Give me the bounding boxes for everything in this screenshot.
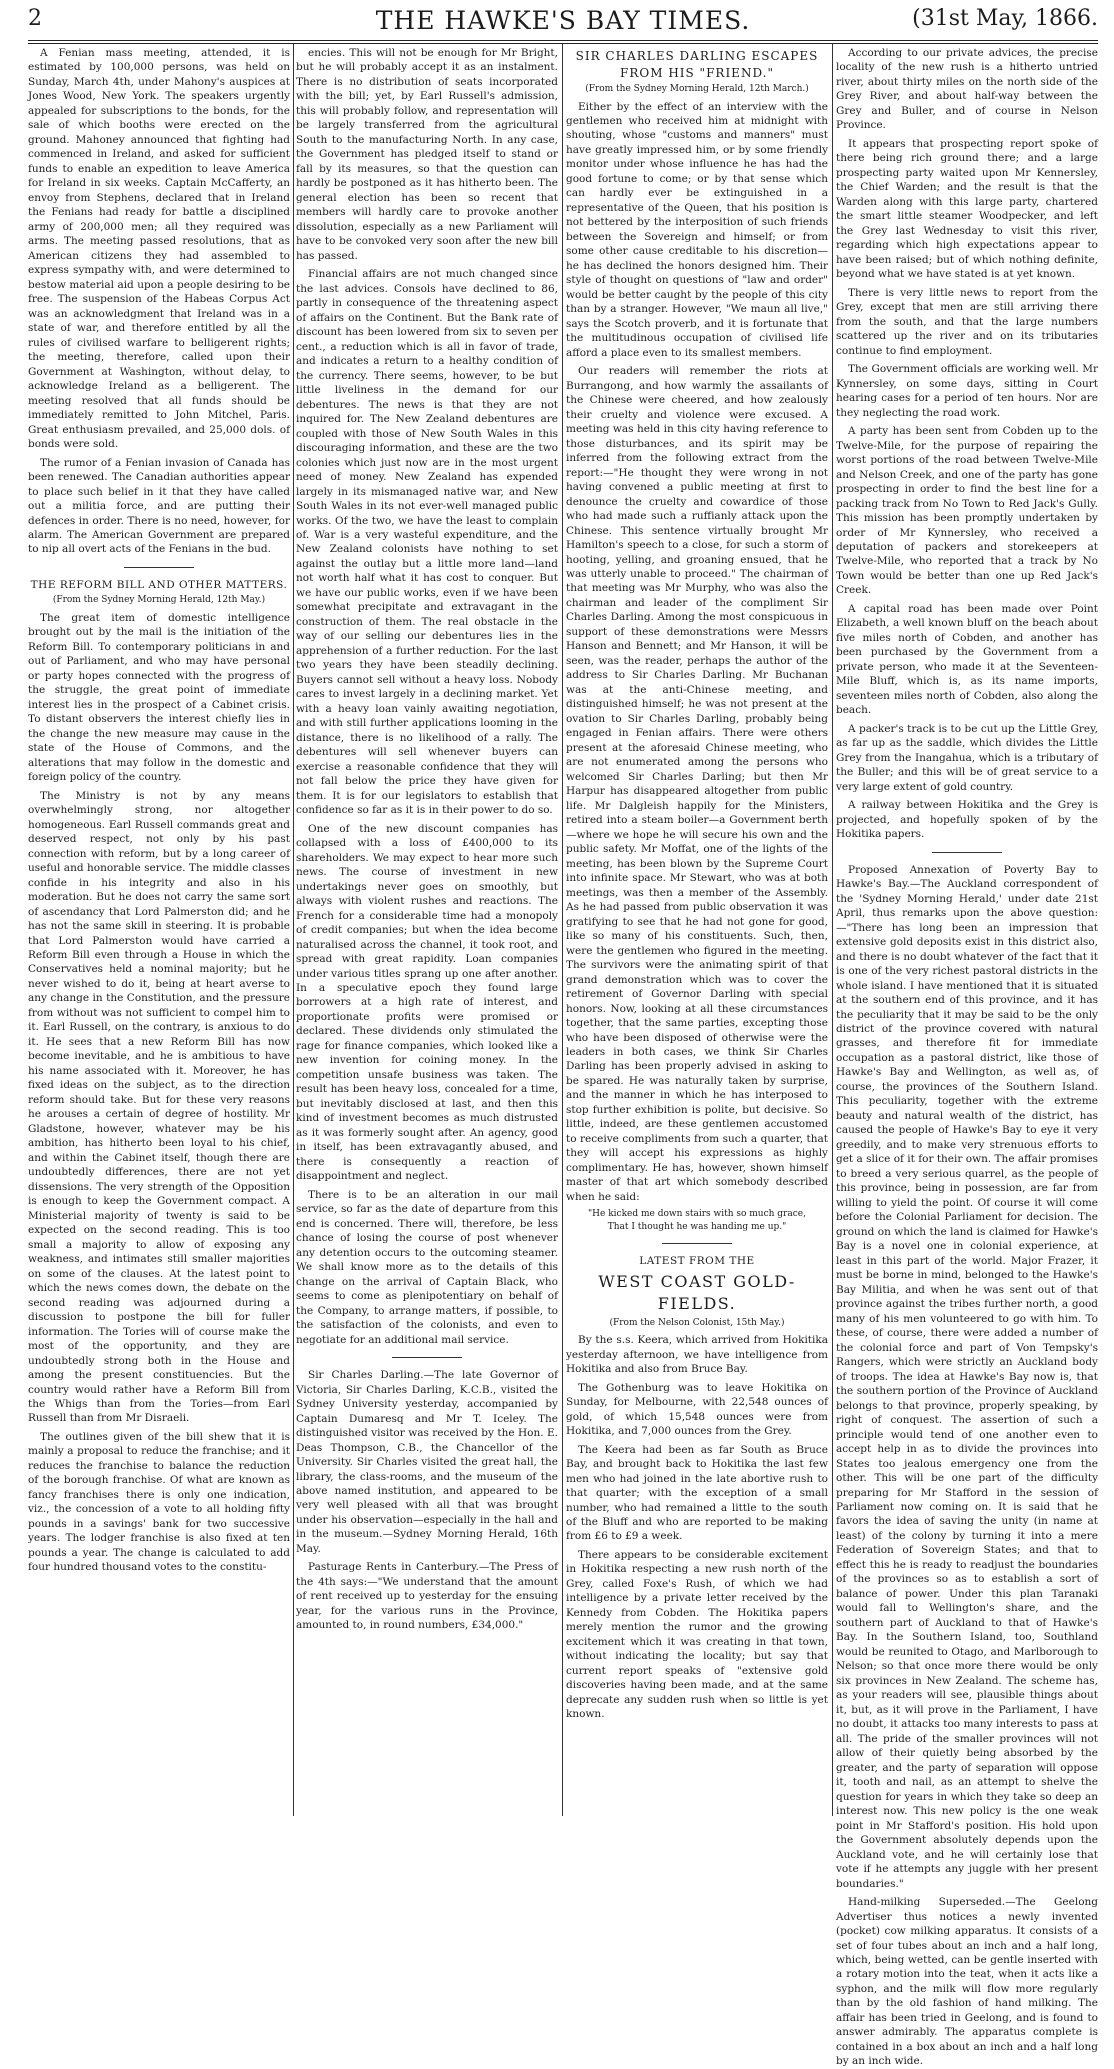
article-paragraph: One of the new discount companies has collapsed with a loss of £400,000 to its shareholders. We may expect to hear more such news. The course of investment in new undertakings never goes on smoothly, but always with violent rushes and reactions. The French for a considerable time had a monopoly of credit companies; but when the idea become naturalised across the channel, it took root, and spread with great rapidity. Loan companies under various titles sprang up one after another. In a speculative epoch they found large borrowers at a high rate of interest, and proportionate profits were promised or declared. These dividends only stimulated the rage for finance companies, which looked like a new invention for coining money. In the competition unsafe business was taken. The result has been heavy loss, concealed for a time, but inevitably disclosed at last, and then this kind of investment becomes as much distrusted as it was formerly sought after. An agency, good in itself, has been extravagantly abused, and there is consequently a reaction of disappointment and neglect.: [296, 822, 558, 1183]
article-paragraph: Financial affairs are not much changed since the last advices. Consols have declined to 86, partly in consequence of the threatening aspect of affairs on the Continent. But the Bank rate of discount has been lowered from six to seven per cent., a reduction which is all in favor of trade, and indicates a return to a healthy condition of the currency. There seems, however, to be but little liveliness in the demand for our debentures. The news is that they are not inquired for. The New Zealand debentures are coupled with those of New South Wales in this discouraging information, and these are the two colonies which just now are in the most urgent need of money. New Zealand has expended largely in its mismanaged native war, and New South Wales in its not ever-well managed public works. Of the two, we have the least to complain of. War is a very wasteful expenditure, and the New Zealand colonists have nothing to set against the outlay but a little more land—land not worth half what it has cost to conquer. But we have our public works, even if we have been somewhat precipitate and extravagant in the construction of them. The real obstacle in the way of our selling our debentures lies in the apprehension of a further reduction. For the last two years they have been steadily declining. Buyers cannot sell without a heavy loss. Nobody cares to invest largely in a declining market. Yet with a heavy loan vainly awaiting negotiation, and with still further applications looming in the distance, there is no likelihood of a rally. The debentures will sell whenever buyers can exercise a reasonable confidence that they will not fall below the price they have given for them. It is for our legislators to establish that confidence so far as it is in their power to do so.: [296, 268, 558, 817]
article-separator: [932, 852, 1002, 853]
verse-line: "He kicked me down stairs with so much grace,: [588, 1209, 806, 1220]
article-paragraph: A party has been sent from Cobden up to the Twelve-Mile, for the purpose of repairing the worst portions of the road between Twelve-Mile and Nelson Creek, and one of the party has gone prospecting in order to find the best line for a packing track from No Town to Red Jack's Gully. This mission has been promptly undertaken by order of Mr Kynnersley, who received a deputation of packers and storekeepers at Twelve-Mile, who reported that a track by No Town would be better than one up Red Jack's Creek.: [836, 425, 1098, 597]
article-separator: [124, 567, 194, 568]
column-4: [836, 46, 1098, 2068]
article-paragraph: There appears to be considerable excitement in Hokitika respecting a new rush north of the Grey, called Foxe's Rush, of which we had intelligence by a private letter received by the Kennedy from Cobden. The Hokitika papers merely mention the rumor and the growing excitement which it was creating in that town, without indicating the locality; but say that current report speaks of "extensive gold discoveries having been made, and at the same deprecate any sudden rush when so little is yet known.: [566, 1548, 828, 1721]
news-item: Pasturage Rents in Canterbury.—The Press of the 4th says:—"We understand that the amount of rent received up to yesterday for the ensuing year, for the various runs in the Province, amounted to, in round numbers, £34,000.": [296, 1561, 558, 1632]
article-heading-top: LATEST FROM THE: [639, 1255, 755, 1268]
masthead-rule: [28, 40, 1098, 41]
masthead-rule-lower: [28, 43, 1098, 44]
article-paragraph: There is very little news to report from the Grey, except that men are still arriving there from the south, and that the large numbers scattered up the river and on its tributaries continue to find employment.: [836, 286, 1098, 357]
column-divider: [293, 44, 294, 1816]
article-source: (From the Sydney Morning Herald, 12th March.): [585, 84, 809, 95]
article-paragraph: The great item of domestic intelligence brought out by the mail is the initiation of the Reform Bill. To contemporary politicians in and out of Parliament, and who may have personal or party hopes connected with the progress of the struggle, the great point of immediate interest lies in the prospect of a Cabinet crisis. To distant observers the interest chiefly lies in the change the new measure may cause in the state of the House of Commons, and the alterations that may follow in the domestic and foreign policy of the country.: [28, 611, 290, 784]
column-divider: [832, 44, 833, 1816]
column-divider: [562, 44, 563, 1816]
masthead: [28, 6, 1098, 38]
article-paragraph: The Ministry is not by any means overwhelmingly strong, nor altogether homogeneous. Earl Russell commands great and deserved respect, not only by his past connection with reform, but by a long career of useful and honorable service. The middle classes confide in his integrity and also in his moderation. But he does not carry the same sort of ascendancy that Lord Palmerston did; and he has not the same skill in steering. It is probable that Lord Palmerston would have carried a Reform Bill even through a House in which the Conservatives held a nominal majority; but he never wished to do it, being at heart averse to any change in the Constitution, and the pressure from without was not sufficient to compel him to it. Earl Russell, on the contrary, is anxious to do it. He sees that a new Reform Bill has now become inevitable, and he is ambitious to have his name associated with it. Moreover, he has fixed ideas on the subject, as to the direction reform should take. But for these very reasons he arouses a certain of degree of hostility. Mr Gladstone, however, whatever may be his ambition, has hitherto been loyal to his chief, and within the Cabinet itself, though there are undoubtedly differences, there are not yet dissensions. The very strength of the Opposition is enough to keep the Government compact. A Ministerial majority of twenty is said to be expected on the second reading. This is too small a majority to allow of exposing any weakness, and intimates still smaller majorities on some of the clauses. At the latest point to which the news comes down, the debate on the second reading was adjourned during a discussion to postpone the bill for fuller information. The Tories will of course make the most of the opportunity, and they are undoubtedly strong both in the House and among the present constituencies. But the country would rather have a Reform Bill from the Whigs than from the Tories—from Earl Russell than from Mr Disraeli.: [28, 789, 290, 1425]
article-heading: THE REFORM BILL AND OTHER MATTERS.: [30, 578, 288, 591]
article-paragraph: There is to be an alteration in our mail service, so far as the date of departure from this end is concerned. There will, therefore, be less chance of losing the course of post whenever any detention occurs to the outcoming steamer. We shall know more as to the details of this change on the arrival of Captain Black, who seems to come as plenipotentiary on behalf of the Company, to arrange matters, if possible, to the satisfaction of the colonists, and even to negotiate for an additional mail service.: [296, 1188, 558, 1346]
article-paragraph: The Keera had been as far South as Bruce Bay, and brought back to Hokitika the last few men who had joined in the late abortive rush to that quarter; with the exception of a small number, who had remained a little to the south of the Bluff and who are reported to be making from £6 to £9 a week.: [566, 1443, 828, 1543]
newspaper-title: THE HAWKE'S BAY TIMES.: [375, 6, 751, 35]
news-item: Proposed Annexation of Poverty Bay to Hawke's Bay.—The Auckland correspondent of the 'Sydney Morning Herald,' under date 21st April, thus remarks upon the above question:—"There has long been an impression that extensive gold deposits exist in this district also, and there is no doubt whatever of the fact that it is one of the very richest pastoral districts in the whole island. I have mentioned that it is situated at the southern end of this province, and it has the peculiarity that it may be said to be the only district of the province covered with natural grasses, and therefore fit for immediate occupation as a pastoral district, like those of Hawke's Bay and Wellington, as well as, of course, the provinces of the Southern Island. This peculiarity, together with the extreme beauty and natural wealth of the district, has caused the people of Hawke's Bay to eye it very greedily, and to make very strenuous efforts to get a slice of it for their own. The affair promises to breed a very serious quarrel, as the people of this province, being in possession, are far from willing to yield the point. Of course it will come before the Colonial Parliament for decision. The ground on which the land is claimed for Hawke's Bay is a novel one in colonial experience, at least in this part of the world. Major Frazer, it must be borne in mind, belonged to the Hawke's Bay Militia, and when he was sent out of that province against the tribes further north, a good many of his men volunteered to go with him. To these, of course, there were added a number of the colonial force and part of Von Tempsky's Rangers, which were strictly an Auckland body of troops. The idea at Hawke's Bay now is, that the southern portion of the Province of Auckland belongs to that province, properly speaking, by right of conquest. The assertion of such a principle would tend of one another even to accept help in as to divide the provinces into States too jealous emergency one from the other. This will be one part of the difficulty preparing for Mr Stafford in the session of Parliament now coming on. It is said that he favors the idea of saving the unity (in name at least) of the colony by turning it into a mere Federation of Sovereign States; and that to effect this he is ready to readjust the boundaries of the provinces so as to establish a sort of balance of power. Under this plan Taranaki would fall to Wellington's share, and the southern part of Auckland to that of Hawke's Bay. In the Southern Island, too, Southland would be reunited to Otago, and Marlborough to Nelson; so that once more there would be only six provinces in New Zealand. The scheme has, as your readers will see, plausible things about it, but, as it will prove in the Parliament, I have no doubt, it attacks too many interests to pass at all. The pride of the smaller provinces will not allow of their quietly being absorbed by the greater, and the party of separation will oppose it, tooth and nail, as an attempt to shelve the question for years in which they take so deep an interest now. This new policy is the one weak point in Mr Stafford's position. His hold upon the Government absolutely depends upon the Auckland vote, and he will certainly lose that vote if he attempts any juggle with her present boundaries.": [836, 863, 1098, 1890]
article-paragraph: A capital road has been made over Point Elizabeth, a well known bluff on the beach about five miles north of Cobden, and another has been purchased by the Government from a private person, who made it at the Seventeen-Mile Bluff, which is, as its name imports, seventeen miles north of Cobden, also along the beach.: [836, 602, 1098, 717]
article-paragraph: encies. This will not be enough for Mr Bright, but he will probably accept it as an instalment. There is no distribution of seats incorporated with the bill; yet, by Earl Russell's admission, this will probably follow, and representation will be largely transferred from the agricultural South to the manufacturing North. In any case, the Government has pledged itself to stand or fall by its measures, so that the question can hardly be postponed as it has hitherto been. The general election has been so recent that members will hardly care to provoke another dissolution, especially as a new Parliament will have to be convoked very soon after the new bill has passed.: [296, 47, 558, 262]
article-source: (From the Sydney Morning Herald, 12th May.): [52, 595, 266, 606]
article-paragraph: The outlines given of the bill shew that it is mainly a proposal to reduce the franchise; and it reduces the franchise to balance the reduction of the borough franchise. Of what are known as fancy franchises there is only one indication, viz., the concession of a vote to all holding fifty pounds in a savings' bank for two successive years. The lodger franchise is also fixed at ten pounds a year. The change is calculated to add four hundred thousand votes to the constitu-: [28, 1430, 290, 1574]
verse-line: That I thought he was handing me up.": [607, 1221, 787, 1232]
article-paragraph: It appears that prospecting report spoke of there being rich ground there; and a large prospecting party waited upon Mr Kennersley, the Chief Warden; and the result is that the Warden along with this large party, chartered the smart little steamer Woodpecker, and left the Grey last Wednesday to visit this river, regarding which high expectations appear to have been raised; but of which nothing definite, beyond what we have stated is at yet known.: [836, 137, 1098, 281]
article-paragraph: The rumor of a Fenian invasion of Canada has been renewed. The Canadian authorities appear to place such belief in it that they have called out a militia force, and are putting their defences in order. There is no need, however, for alarm. The American Government are prepared to nip all overt acts of the Fenians in the bud.: [28, 456, 290, 556]
article-heading-main: WEST COAST GOLD-FIELDS.: [598, 1271, 796, 1313]
news-item: Sir Charles Darling.—The late Governor of Victoria, Sir Charles Darling, K.C.B., visited the Sydney University yesterday, accompanied by Captain Dumaresq and Mr T. Iceley. The distinguished visitor was received by the Hon. E. Deas Thompson, C.B., the Chancellor of the University. Sir Charles visited the great hall, the library, the class-rooms, and the museum of the above named institution, and appeared to be very well pleased with all that was brought under his observation—especially in the hall and in the museum.—Sydney Morning Herald, 16th May.: [296, 1369, 558, 1555]
article-paragraph: The Gothenburg was to leave Hokitika on Sunday, for Melbourne, with 22,548 ounces of gold, of which 15,548 ounces were from Hokitika, and 7,000 ounces from the Grey.: [566, 1381, 828, 1438]
article-heading: SIR CHARLES DARLING ESCAPES FROM HIS "FRIEND.": [575, 49, 819, 80]
article-source: (From the Nelson Colonist, 15th May.): [609, 1317, 785, 1328]
article-paragraph: A Fenian mass meeting, attended, it is estimated by 100,000 persons, was held on Sunday, March 4th, under Mahony's auspices at Jones Wood, New York. The speakers urgently appealed for subscriptions to the bonds, for the sale of which booths were erected on the ground. Mahoney announced that fighting had commenced in Ireland, and asked for sufficient funds to enable an expedition to leave America for Ireland in six weeks. Captain McCafferty, an envoy from Stephens, declared that in Ireland the Fenians had ready for battle a disciplined army of 200,000 men; all they required was arms. The meeting passed resolutions, that as American citizens they had assembled to express sympathy with, and were determined to bestow material aid upon a people desiring to be free. The suspension of the Habeas Corpus Act was an acknowledgment that Ireland was in a state of war, and therefore entitled by all the rules of civilised warfare to belligerent rights; the meeting, therefore, called upon their Government at Washington, without delay, to acknowledge Ireland as a belligerent. The meeting resolved that all funds should be immediately remitted to John Mitchel, Paris. Great enthusiasm prevailed, and 25,000 dols. of bonds were sold.: [28, 47, 290, 451]
article-paragraph: By the s.s. Keera, which arrived from Hokitika yesterday afternoon, we have intelligence from Hokitika and also from Bruce Bay.: [566, 1334, 828, 1376]
article-paragraph: Our readers will remember the riots at Burrangong, and how warmly the assailants of the Chinese were cheered, and how zealously their cruelty and violence were excused. A meeting was held in this city having reference to those disturbances, and its spirit may be inferred from the following extract from the report:—"He thought they were wrong in not having convened a public meeting at first to denounce the cruelty and cowardice of those who had made such a ruffianly attack upon the Chinese. This sentence virtually brought Mr Hamilton's speech to a close, for such a storm of hooting, yelling, and groaning ensued, that he was utterly unable to proceed." The chairman of that meeting was Mr Murphy, who was also the chairman and leader of the compliment Sir Charles Darling. Among the most conspicuous in support of these demonstrations were Messrs Hanson and Bennett; and Mr Hanson, it will be seen, was the reader, perhaps the author of the address to Sir Charles Darling. Mr Buchanan was at the anti-Chinese meeting, and distinguished himself; he was not present at the ovation to Sir Charles Darling, probably being engaged in Fenian affairs. There were others present at the aforesaid Chinese meeting, who are not enumerated among the persons who welcomed Sir Charles Darling; but then Mr Harpur has disappeared altogether from public life. Mr Dalgleish happily for the Ministers, retired into a steam boiler—a Government berth—where we hope he will secure his own and the public safety. Mr Moffat, one of the lights of the meeting, has been blown by the Supreme Court into infinite space. Mr Stewart, who was at both meetings, was then a member of the Assembly. As he had passed from public observation it was gratifying to see that he had not gone for good, like so many of his constituents. Such, then, were the gentlemen who figured in the meeting. The survivors were the animating spirit of that grand demonstration which was to cover the retirement of Governor Darling with special honors. Now, looking at all these circumstances together, that the same parties, excepting those who have been disposed of otherwise were the leaders in both cases, we think Sir Charles Darling has been properly advised in asking to be spared. He was naturally taken by surprise, and the manner in which he has interposed to stop further exhibition is polite, but decisive. So little, indeed, are these gentlemen accustomed to receive compliments from such a quarter, that they will accept his expressions as highly complimentary. He has, however, shown himself master of that art which somebody described when he said:: [566, 365, 828, 1203]
article-separator: [392, 1357, 462, 1358]
article-paragraph: According to our private advices, the precise locality of the new rush is a hitherto untried river, about thirty miles on the north side of the Grey River, and about half-way between the Grey and Buller, and of course in Nelson Province.: [836, 47, 1098, 132]
column-2: [296, 46, 558, 1816]
quoted-verse: [566, 1208, 828, 1233]
column-1: [28, 46, 290, 1816]
article-paragraph: A railway between Hokitika and the Grey is projected, and hopefully spoken of by the Hokitika papers.: [836, 799, 1098, 841]
column-3: [566, 46, 828, 1816]
news-item: Hand-milking Superseded.—The Geelong Advertiser thus notices a newly invented (pocket) cow milking apparatus. It consists of a set of four tubes about an inch and a half long, which, being wetted, can be gentle inserted with a rotary motion into the teat, when it acts like a syphon, and the milk will flow more regularly than by the old fashion of hand milking. The affair has been tried in Geelong, and is found to answer admirably. The apparatus complete is contained in a box about an inch and a half long by an inch wide.: [836, 1896, 1098, 2068]
article-paragraph: The Government officials are working well. Mr Kynnersley, on some days, sitting in Court hearing cases for a period of ten hours. Nor are they neglecting the road work.: [836, 363, 1098, 419]
page-number: 2: [28, 6, 42, 31]
article-paragraph: Either by the effect of an interview with the gentlemen who received him at midnight with shouting, whose "customs and manners" must have greatly impressed him, or by some friendly monitor under whose influence he has had the good fortune to come; or by that sense which can hardly ever be extinguished in a representative of the Queen, that his position is not bettered by the interposition of such friends between the Sovereign and himself; or from some other cause creditable to his discretion—he has declined the honors designed him. Their style of thought on questions of "law and order" would be better caught by the people of this city than by a stranger. However, "We maun all live," says the Scotch proverb, and it is fortunate that the multitudinous occupation of civilised life afford a place even to its smallest members.: [566, 100, 828, 359]
article-paragraph: A packer's track is to be cut up the Little Grey, as far up as the saddle, which divides the Little Grey from the Inangahua, which is a tributary of the Buller; and this will be of great service to a very large extent of gold country.: [836, 722, 1098, 793]
issue-date: (31st May, 1866.: [912, 6, 1098, 31]
article-separator: [662, 1243, 732, 1244]
